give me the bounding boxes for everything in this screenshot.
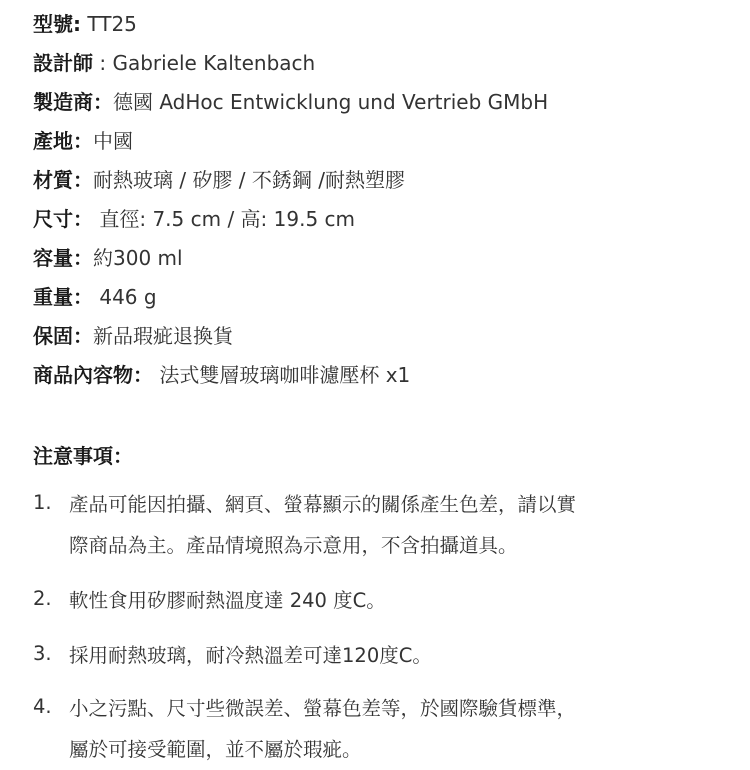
spec-label: 材質：	[33, 168, 93, 192]
spec-dimensions	[33, 201, 733, 240]
spec-material	[33, 162, 733, 201]
notice-number: 2.	[33, 587, 52, 610]
spec-value: 耐熱玻璃 / 矽膠 / 不銹鋼 /耐熱塑膠	[93, 168, 406, 192]
notice-text	[69, 688, 576, 770]
notice-line: 採用耐熱玻璃，耐冷熱溫差可達120度C。	[69, 644, 432, 667]
spec-value: 直徑: 7.5 cm / 高: 19.5 cm	[93, 207, 356, 231]
notice-text	[69, 580, 386, 621]
spec-label: 型號:	[33, 12, 81, 36]
spec-designer	[33, 45, 733, 84]
spec-label: 保固：	[33, 324, 93, 348]
notice-list	[33, 484, 733, 770]
spec-label: 尺寸：	[33, 207, 93, 231]
notice-line: 際商品為主。產品情境照為示意用，不含拍攝道具。	[69, 534, 518, 557]
spec-model	[33, 6, 733, 45]
notice-line: 屬於可接受範圍，並不屬於瑕疵。	[69, 738, 362, 761]
spec-label: 產地：	[33, 129, 93, 153]
spec-warranty	[33, 318, 733, 357]
notice-text	[69, 484, 576, 566]
spec-origin	[33, 123, 733, 162]
spec-value: 446 g	[93, 285, 157, 309]
spec-value: : Gabriele Kaltenbach	[93, 51, 316, 75]
notice-number: 4.	[33, 695, 52, 718]
notice-number: 3.	[33, 642, 52, 665]
spec-manufacturer	[33, 84, 733, 123]
spec-label: 商品內容物：	[33, 363, 153, 387]
notice-item	[33, 484, 733, 566]
notice-number: 1.	[33, 491, 52, 514]
spec-value: 約300 ml	[93, 246, 183, 270]
notice-item	[33, 688, 733, 770]
spec-value: TT25	[81, 12, 137, 36]
notice-text	[69, 635, 432, 676]
notice-line: 軟性食用矽膠耐熱溫度達 240 度C。	[69, 589, 386, 612]
spec-weight	[33, 279, 733, 318]
spec-contents	[33, 357, 733, 396]
product-spec-list	[33, 6, 733, 396]
notice-item	[33, 635, 733, 676]
spec-label: 製造商：	[33, 90, 113, 114]
spec-capacity	[33, 240, 733, 279]
spec-value: 中國	[93, 129, 133, 153]
spec-value: 德國 AdHoc Entwicklung und Vertrieb GMbH	[113, 90, 549, 114]
spec-value: 法式雙層玻璃咖啡濾壓杯 x1	[153, 363, 411, 387]
spec-label: 重量：	[33, 285, 93, 309]
spec-value: 新品瑕疵退換貨	[93, 324, 233, 348]
notice-item	[33, 580, 733, 621]
notice-line: 產品可能因拍攝、網頁、螢幕顯示的關係產生色差，請以實	[69, 493, 577, 516]
spec-label: 容量：	[33, 246, 93, 270]
spec-label: 設計師	[33, 51, 93, 75]
notice-heading: 注意事項：	[33, 444, 133, 468]
notice-line: 小之污點、尺寸些微誤差、螢幕色差等，於國際驗貨標準，	[69, 697, 577, 720]
